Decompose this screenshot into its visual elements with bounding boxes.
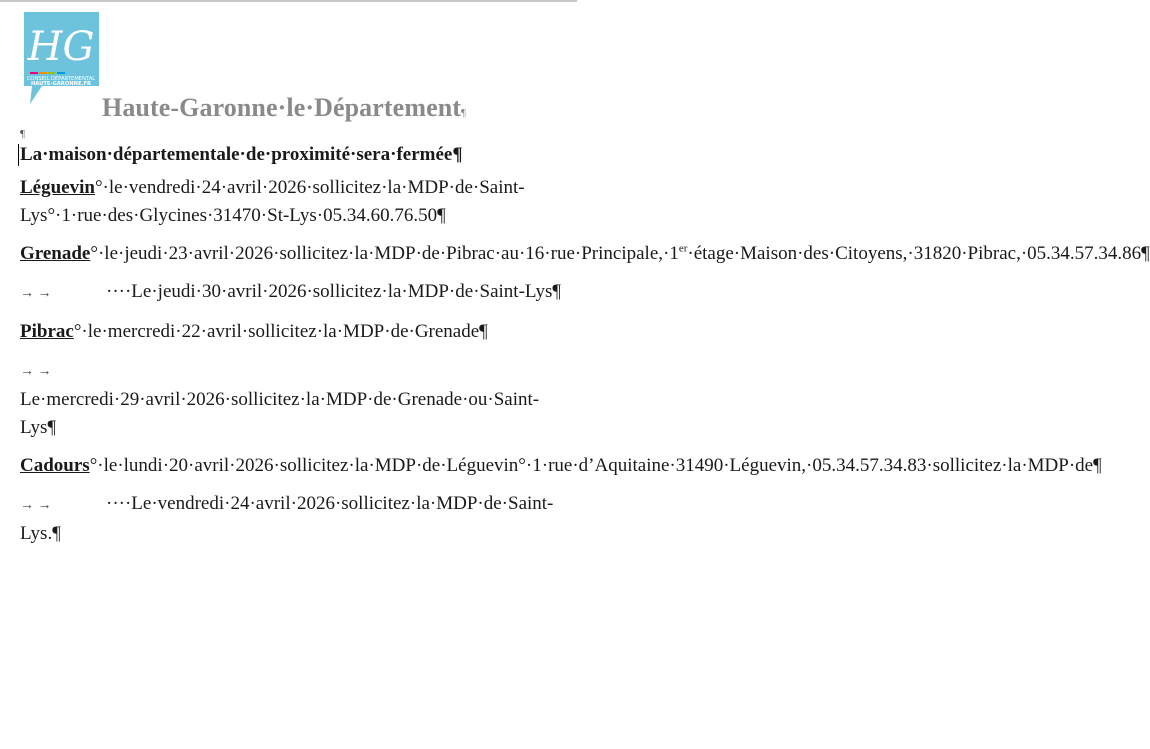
document-body[interactable] [20,144,1150,558]
logo-monogram: HG [27,24,95,70]
paragraph-text: Le·mercredi·29·avril·2026·sollicitez·la·MDP·de·Grenade·ou·Saint-Lys¶ [20,389,540,438]
paragraph-text: °·le·lundi·20·avril·2026·sollicitez·la·MDP·de·Léguevin°·1·rue·d’Aquitaine·31490·Léguevin,·05.34.57.34.83·sollicitez·la·MDP·de¶ [89,455,1102,476]
town-name: Pibrac [20,321,74,342]
paragraph-text-continued: ·étage·Maison·des·Citoyens,·31820·Pibrac,·05.34.57.34.86¶ [687,243,1150,264]
paragraph-pibrac-followup [20,356,570,442]
tab-arrows: → → [20,498,52,513]
logo-line-1: CONSEIL DÉPARTEMENTAL [26,76,96,82]
department-title-text: Haute-Garonne·le·Département [102,93,462,122]
paragraph-text: ····Le·vendredi·24·avril·2026·sollicitez·la·MDP·de·Saint-Lys.¶ [20,493,554,544]
paragraph-leguevin [20,174,570,230]
paragraph-text: °·le·vendredi·24·avril·2026·sollicitez·la·MDP·de·Saint-Lys°·1·rue·des·Glycines·31470·St-Lys·05.34.60.76.50¶ [20,177,525,226]
tab-arrows: → → [20,286,52,301]
title-paragraph-mark: ¶ [461,107,467,119]
paragraph-grenade-followup [20,278,570,308]
paragraph-text: °·le·mercredi·22·avril·sollicitez·la·MDP·de·Grenade¶ [73,321,488,342]
ordinal-superscript: er [678,242,688,255]
empty-paragraph-mark: ¶ [20,128,25,140]
department-title [102,93,466,123]
paragraph-cadours [20,452,1102,480]
town-name: Cadours [20,455,90,476]
paragraph-grenade [20,240,1150,268]
paragraph-text: °·le·jeudi·23·avril·2026·sollicitez·la·MDP·de·Pibrac·au·16·rue·Principale,·1 [90,243,679,264]
paragraph-text: ····Le·jeudi·30·avril·2026·sollicitez·la·MDP·de·Saint-Lys¶ [106,281,561,302]
closure-heading: La·maison·départementale·de·proximité·sera·fermée¶ [18,144,570,166]
town-name: Léguevin [20,177,95,198]
logo-line-2: HAUTE-GARONNE.FR [30,81,92,87]
tab-arrows: → → [20,364,52,379]
town-name: Grenade [20,243,91,264]
paragraph-pibrac [20,318,570,346]
paragraph-cadours-followup [20,490,570,548]
haute-garonne-logo [20,10,103,108]
page-top-border [0,0,577,2]
